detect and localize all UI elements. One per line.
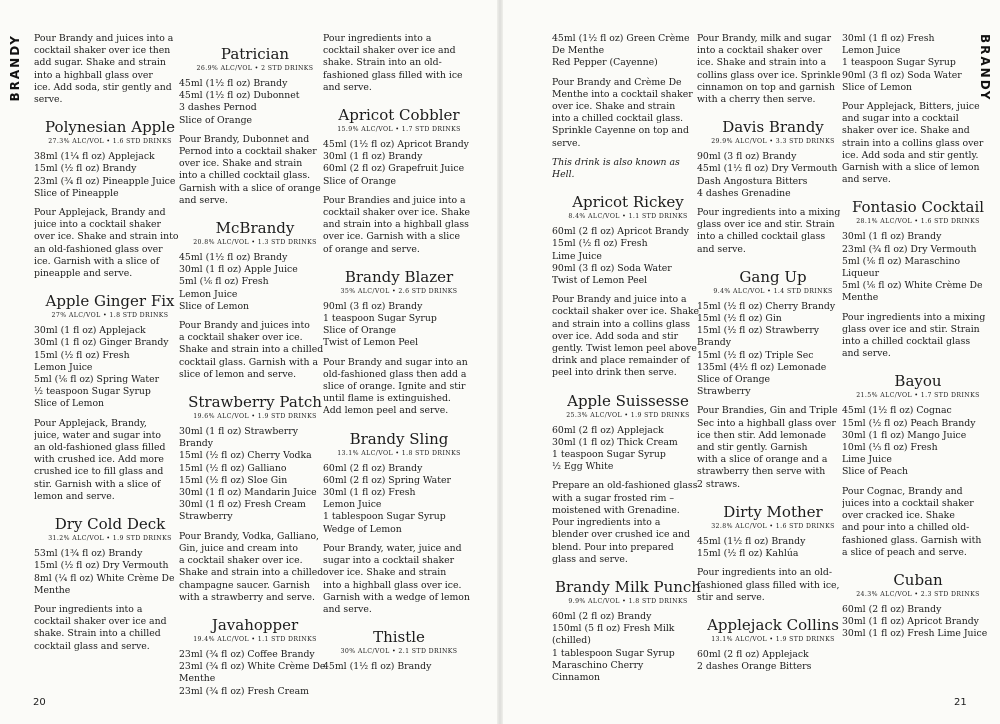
recipe-stats: 15.9% ALC/VOL • 1.7 STD DRINKS: [337, 126, 461, 134]
recipe-title: Brandy Blazer: [344, 267, 454, 286]
column-3: [323, 33, 475, 703]
ingredient-list: 45ml (1½ fl oz) Green Crème De Menthe Red Pepper (Cayenne): [552, 33, 690, 69]
recipe-title: Strawberry Patch: [188, 393, 322, 412]
method-text: Pour Brandy and Crème De Menthe into a cocktail shaker over ice. Shake and strain into a chilled cocktail glass. Sprinkle Cayenne on top and serve.: [552, 76, 693, 149]
recipe-stats: 8.4% ALC/VOL • 1.1 STD DRINKS: [568, 213, 688, 221]
recipe-stats: 25.3% ALC/VOL • 1.9 STD DRINKS: [566, 411, 690, 419]
recipe-title: Gang Up: [739, 267, 807, 286]
ingredient-list: 30ml (1 fl oz) Applejack 30ml (1 fl oz) Ginger Brandy 15ml (½ fl oz) Fresh Lemon Juice 5ml (⅙ fl oz) Spring Water ½ teaspoon Sugar Syrup Slice of Lemon: [34, 325, 169, 410]
recipe-stats: 19.4% ALC/VOL • 1.1 STD DRINKS: [193, 635, 317, 643]
method-text: Pour Brandy and juices into a cocktail shaker over ice. Shake and strain into a chilled cocktail glass. Garnish with a slice of lemon and serve.: [179, 320, 324, 380]
recipe-title: McBrandy: [215, 219, 295, 238]
recipe-stats: 27.3% ALC/VOL • 1.6 STD DRINKS: [48, 138, 172, 146]
ingredient-list: 60ml (2 fl oz) Brandy 30ml (1 fl oz) Apricot Brandy 30ml (1 fl oz) Fresh Lime Juice: [842, 603, 988, 640]
page-number-left: 20: [33, 697, 46, 708]
method-text: Prepare an old-fashioned glass with a sugar frosted rim – moistened with Grenadine. Pour ingredients into a blender over crushed ice and blend. Pour into prepared glass and serve.: [552, 480, 698, 565]
ingredient-list: 60ml (2 fl oz) Brandy 60ml (2 fl oz) Spring Water 30ml (1 fl oz) Fresh Lemon Juice 1 tablespoon Sugar Syrup Wedge of Lemon: [323, 462, 451, 535]
ingredient-list: 60ml (2 fl oz) Applejack 30ml (1 fl oz) Thick Cream 1 teaspoon Sugar Syrup ½ Egg White: [552, 424, 678, 473]
method-text: Pour Brandy and juices into a cocktail shaker over ice then add sugar. Shake and strain into a highball glass over ice. Add soda, stir gently and serve.: [34, 33, 174, 106]
recipe-title: Brandy Sling: [349, 429, 449, 448]
recipe-stats: 13.1% ALC/VOL • 1.9 STD DRINKS: [711, 635, 835, 643]
recipe-title: Davis Brandy: [722, 118, 824, 137]
column-4: [552, 33, 704, 703]
recipe-title: Polynesian Apple: [45, 118, 175, 137]
column-2: [179, 33, 331, 703]
recipe-stats: 20.8% ALC/VOL • 1.3 STD DRINKS: [193, 239, 317, 247]
method-text: Pour Brandy, Dubonnet and Pernod into a cocktail shaker over ice. Shake and strain into a chilled cocktail glass. Garnish with a slice of orange and serve.: [179, 133, 321, 206]
ingredient-list: 45ml (1½ fl oz) Brandy 15ml (½ fl oz) Kahlúa: [697, 535, 806, 560]
method-text: Pour Brandy, water, juice and sugar into a cocktail shaker over ice. Shake and strain into a highball glass over ice. Garnish with a wedge of lemon and serve.: [323, 542, 470, 615]
ingredient-list: 60ml (2 fl oz) Apricot Brandy 15ml (½ fl oz) Fresh Lime Juice 90ml (3 fl oz) Soda Water Twist of Lemon Peel: [552, 226, 689, 287]
recipe-stats: 32.8% ALC/VOL • 1.6 STD DRINKS: [711, 522, 835, 530]
method-text: Pour Brandy and juice into a cocktail shaker over ice. Shake and strain into a collins glass over ice. Add soda and stir gently. Twist lemon peel above drink and place remainder of peel into drink then serve.: [552, 294, 700, 379]
method-text: Pour Brandies, Gin and Triple Sec into a highball glass over ice then stir. Add lemonade and stir gently. Garnish with a slice of orange and a strawberry then serve with 2 straws.: [697, 405, 838, 490]
method-text: Pour Cognac, Brandy and juices into a cocktail shaker over cracked ice. Shake and pour into a chilled old- fashioned glass. Garnish with a slice of peach and serve.: [842, 485, 982, 558]
recipe-title: Bayou: [894, 372, 942, 391]
page-number-right: 21: [954, 697, 967, 708]
ingredient-list: 90ml (3 fl oz) Brandy 1 teaspoon Sugar Syrup Slice of Orange Twist of Lemon Peel: [323, 300, 437, 349]
ingredient-list: 45ml (1½ fl oz) Brandy 30ml (1 fl oz) Apple Juice 5ml (⅙ fl oz) Fresh Lemon Juice Slice of Lemon: [179, 252, 298, 312]
recipe-stats: 9.4% ALC/VOL • 1.4 STD DRINKS: [713, 287, 833, 295]
recipe-stats: 28.1% ALC/VOL • 1.6 STD DRINKS: [856, 218, 980, 226]
method-text: Pour ingredients into a cocktail shaker over ice and shake. Strain into a chilled cocktail glass and serve.: [34, 603, 167, 652]
recipe-stats: 35% ALC/VOL • 2.6 STD DRINKS: [340, 287, 458, 295]
recipe-title: Patrician: [220, 45, 290, 63]
recipe-stats: 29.9% ALC/VOL • 3.3 STD DRINKS: [711, 138, 835, 146]
ingredient-list: 45ml (1½ fl oz) Apricot Brandy 30ml (1 fl oz) Brandy 60ml (2 fl oz) Grapefruit Juice Slice of Orange: [323, 139, 469, 187]
recipe-title: Javahopper: [211, 615, 299, 634]
ingredient-list: 45ml (1½ fl oz) Cognac 15ml (½ fl oz) Peach Brandy 30ml (1 fl oz) Mango Juice 10ml (⅓ fl oz) Fresh Lime Juice Slice of Peach: [842, 405, 976, 478]
recipe-title: Apricot Cobbler: [338, 106, 460, 125]
recipe-stats: 9.9% ALC/VOL • 1.8 STD DRINKS: [568, 597, 688, 605]
recipe-stats: 19.6% ALC/VOL • 1.9 STD DRINKS: [193, 413, 317, 421]
section-tab-right: BRANDY: [978, 34, 992, 102]
recipe-stats: 30% ALC/VOL • 2.1 STD DRINKS: [340, 648, 458, 656]
ingredient-list: 38ml (1¼ fl oz) Applejack 15ml (½ fl oz) Brandy 23ml (¾ fl oz) Pineapple Juice Slice of Pineapple: [34, 151, 176, 199]
method-text: Pour ingredients into a cocktail shaker over ice and shake. Strain into an old- fashioned glass filled with ice and serve.: [323, 33, 463, 93]
recipe-stats: 31.2% ALC/VOL • 1.9 STD DRINKS: [48, 535, 172, 543]
recipe-title: Dirty Mother: [723, 502, 823, 521]
ingredient-list: 90ml (3 fl oz) Brandy 45ml (1½ fl oz) Dry Vermouth Dash Angostura Bitters 4 dashes Grenadine: [697, 151, 838, 199]
method-text: Pour ingredients into a mixing glass over ice and stir. Strain into a chilled cocktail glass and serve.: [697, 207, 841, 255]
method-text: Pour Applejack, Brandy, juice, water and sugar into an old-fashioned glass filled with crushed ice. Add more crushed ice to fill glass and stir. Garnish with a slice of lemon and serve.: [34, 417, 166, 502]
note-text: This drink is also known as Hell.: [552, 156, 680, 181]
ingredient-list: 60ml (2 fl oz) Applejack 2 dashes Orange Bitters: [697, 648, 812, 673]
method-text: Pour Brandy, milk and sugar into a cocktail shaker over ice. Shake and strain into a collins glass over ice. Sprinkle cinnamon on top and garnish with a cherry then serve.: [697, 33, 841, 106]
recipe-title: Apricot Rickey: [572, 193, 684, 212]
recipe-title: Thistle: [373, 628, 425, 647]
recipe-stats: 26.9% ALC/VOL • 2 STD DRINKS: [196, 65, 314, 72]
method-text: Pour ingredients into a mixing glass over ice and stir. Strain into a chilled cocktail glass and serve.: [842, 311, 986, 360]
book-gutter: [497, 0, 503, 724]
recipe-title: Dry Cold Deck: [54, 515, 166, 534]
ingredient-list: 15ml (½ fl oz) Cherry Brandy 15ml (½ fl oz) Gin 15ml (½ fl oz) Strawberry Brandy 15ml (½ fl oz) Triple Sec 135ml (4½ fl oz) Lemonade Slice of Orange Strawberry: [697, 300, 836, 398]
recipe-stats: 24.3% ALC/VOL • 2.3 STD DRINKS: [856, 590, 980, 598]
recipe-stats: 13.1% ALC/VOL • 1.8 STD DRINKS: [337, 449, 461, 457]
recipe-title: Apple Suissesse: [567, 391, 689, 410]
recipe-title: Fontasio Cocktail: [851, 198, 985, 217]
ingredient-list: 30ml (1 fl oz) Brandy 23ml (¾ fl oz) Dry Vermouth 5ml (⅙ fl oz) Maraschino Liqueur 5ml (⅙ fl oz) White Crème De Menthe: [842, 231, 983, 304]
method-text: Pour ingredients into an old- fashioned glass filled with ice, stir and serve.: [697, 567, 840, 603]
ingredient-list: 45ml (1½ fl oz) Brandy: [323, 661, 432, 673]
method-text: Pour Applejack, Brandy and juice into a cocktail shaker over ice. Shake and strain into an old-fashioned glass over ice. Garnish with a slice of pineapple and serve.: [34, 207, 179, 280]
method-text: Pour Applejack, Bitters, juice and sugar into a cocktail shaker over ice. Shake and strain into a collins glass over ice. Add soda and stir gently. Garnish with a slice of lemon and serve.: [842, 101, 984, 186]
section-tab-left: BRANDY: [8, 34, 22, 102]
ingredient-list: 30ml (1 fl oz) Fresh Lemon Juice 1 teaspoon Sugar Syrup 90ml (3 fl oz) Soda Water Slice of Lemon: [842, 33, 962, 93]
method-text: Pour Brandy and sugar into an old-fashioned glass then add a slice of orange. Ignite and stir until flame is extinguished. Add lemon peel and serve.: [323, 356, 468, 417]
ingredient-list: 45ml (1½ fl oz) Brandy 45ml (1½ fl oz) Dubonnet 3 dashes Pernod Slice of Orange: [179, 78, 300, 126]
ingredient-list: 53ml (1¾ fl oz) Brandy 15ml (½ fl oz) Dry Vermouth 8ml (¼ fl oz) White Crème De Menthe: [34, 548, 175, 596]
recipe-title: Apple Ginger Fix: [45, 292, 175, 311]
method-text: Pour Brandies and juice into a cocktail shaker over ice. Shake and strain into a highball glass over ice. Garnish with a slice of orange and serve.: [323, 194, 471, 255]
recipe-title: Applejack Collins: [707, 615, 839, 634]
recipe-stats: 21.5% ALC/VOL • 1.7 STD DRINKS: [856, 392, 980, 400]
method-text: Pour Brandy, Vodka, Galliano, Gin, juice and cream into a cocktail shaker over ice. Shake and strain into a chilled champagne saucer. Garnish with a strawberry and serve.: [179, 530, 324, 603]
recipe-title: Brandy Milk Punch: [555, 577, 701, 596]
column-6: [842, 33, 994, 703]
column-1: [34, 33, 186, 703]
ingredient-list: 60ml (2 fl oz) Brandy 150ml (5 fl oz) Fresh Milk (chilled) 1 tablespoon Sugar Syrup Maraschino Cherry Cinnamon: [552, 610, 675, 683]
ingredient-list: 30ml (1 fl oz) Strawberry Brandy 15ml (½ fl oz) Cherry Vodka 15ml (½ fl oz) Galliano 15ml (½ fl oz) Sloe Gin 30ml (1 fl oz) Mandarin Juice 30ml (1 fl oz) Fresh Cream Strawberry: [179, 426, 317, 523]
ingredient-list: 23ml (¾ fl oz) Coffee Brandy 23ml (¾ fl oz) White Crème De Menthe 23ml (¾ fl oz) Fresh Cream: [179, 648, 326, 697]
recipe-title: Cuban: [893, 570, 943, 589]
recipe-stats: 27% ALC/VOL • 1.8 STD DRINKS: [51, 312, 169, 320]
column-5: [697, 33, 849, 703]
